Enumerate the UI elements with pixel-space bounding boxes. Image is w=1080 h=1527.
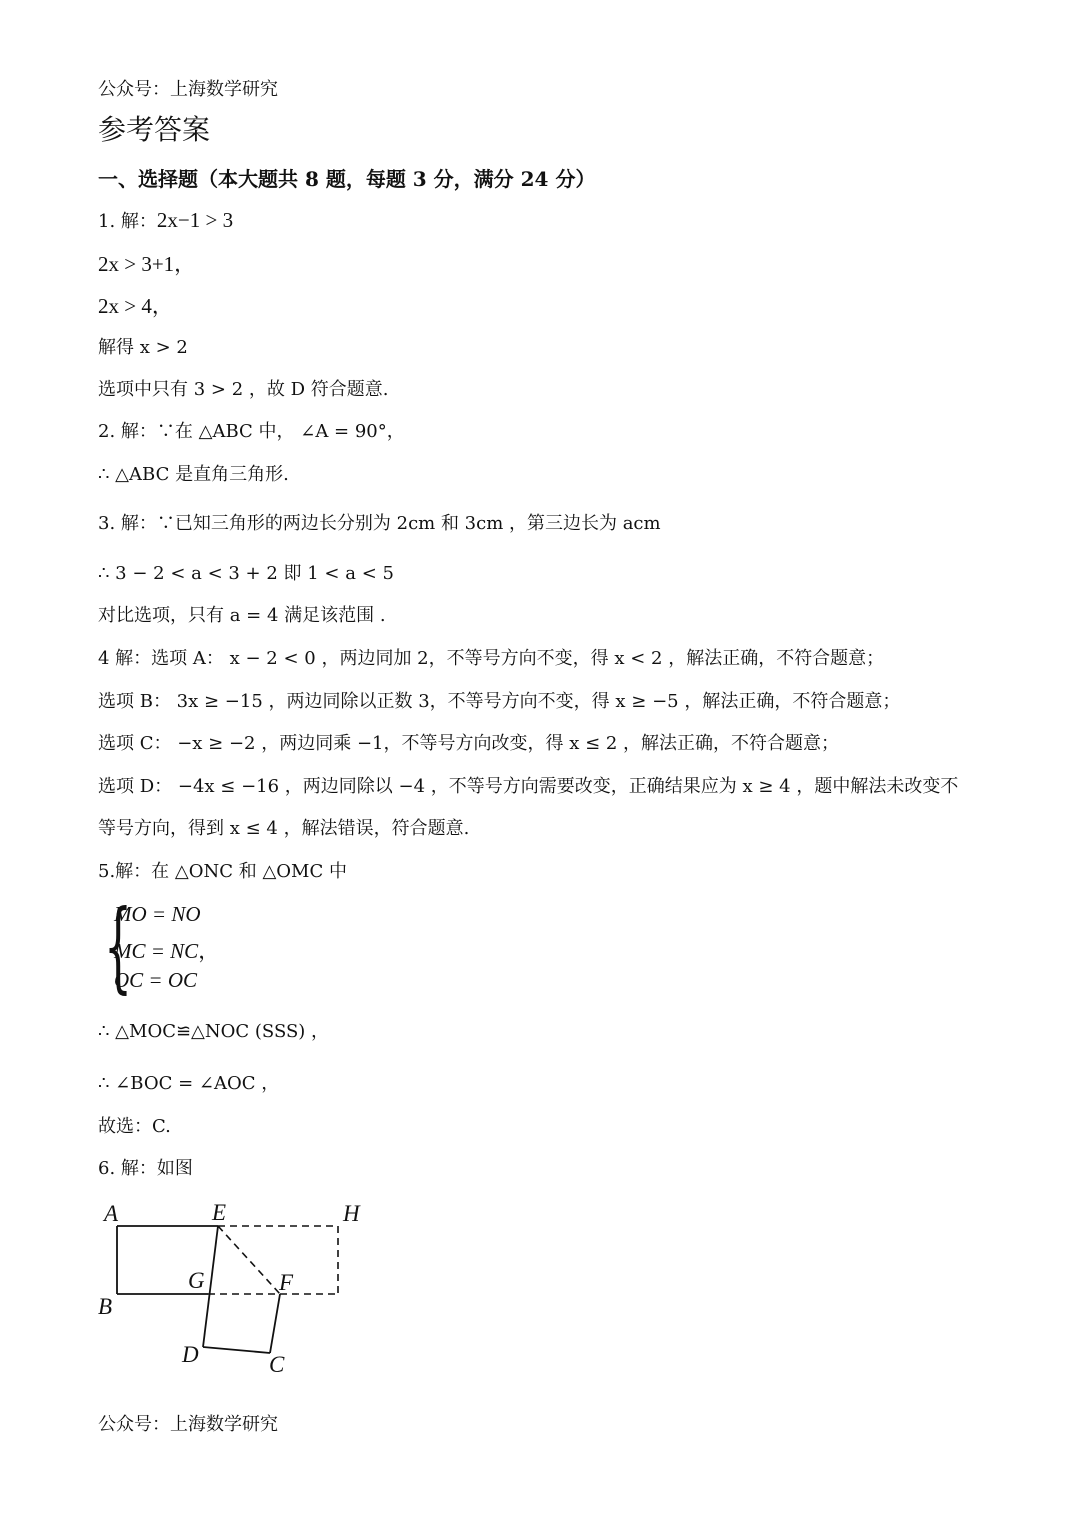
label-g: G — [188, 1268, 205, 1293]
q5-line2: ∴ △MOC≌△NOC (SSS) ， — [98, 1021, 330, 1042]
system-row-1: MO = NO — [114, 902, 201, 926]
edge-dc — [203, 1347, 270, 1353]
q4-line2: 选项 B： 3x ≥ −15 ，两边同除以正数 3，不等号方向不变，得 x ≥ −5 ，解法正确，不符合题意； — [98, 691, 901, 712]
q3-line1: 3. 解：∵已知三角形的两边长分别为 2cm 和 3cm ，第三边长为 acm — [98, 513, 661, 534]
q1-conclusion: 选项中只有 3 > 2 ，故 D 符合题意. — [98, 379, 389, 400]
q3-line3: 对比选项，只有 a = 4 满足该范围 . — [98, 605, 386, 626]
label-c: C — [269, 1352, 285, 1377]
q5-line3: ∴ ∠BOC = ∠AOC ， — [98, 1073, 280, 1094]
q4-line5: 等号方向，得到 x ≤ 4 ，解法错误，符合题意. — [98, 818, 470, 839]
section-heading: 一、选择题（本大题共 8 题，每题 3 分，满分 24 分） — [98, 167, 596, 191]
edge-cf — [270, 1294, 280, 1353]
label-d: D — [182, 1342, 199, 1367]
label-b: B — [98, 1294, 113, 1319]
q2-line2: ∴ △ABC 是直角三角形. — [98, 464, 289, 485]
q4-line1: 4 解：选项 A： x − 2 < 0 ，两边同加 2，不等号方向不变，得 x < 2 ，解法正确，不符合题意； — [98, 648, 885, 669]
equation-system — [104, 890, 304, 1004]
q3-line2: ∴ 3 − 2 < a < 3 + 2 即 1 < a < 5 — [98, 563, 394, 584]
footer-text: 公众号：上海数学研究 — [98, 1414, 278, 1435]
q4-line4: 选项 D： −4x ≤ −16 ，两边同除以 −4 ，不等号方向需要改变，正确结果应为 x ≥ 4 ，题中解法未改变不 — [98, 776, 959, 797]
page-title: 参考答案 — [98, 113, 211, 146]
q2-line1: 2. 解：∵在 △ABC 中， ∠A = 90°， — [98, 421, 405, 442]
label-a: A — [104, 1201, 119, 1226]
geometry-figure — [96, 1196, 386, 1381]
header-text: 公众号：上海数学研究 — [98, 79, 278, 100]
q1-line1: 1. 解：2x−1 > 3 — [98, 208, 234, 232]
system-row-2: MC = NC， — [114, 939, 220, 963]
q6-line1: 6. 解：如图 — [98, 1158, 193, 1179]
left-brace-icon: { — [104, 890, 133, 1004]
label-f: F — [279, 1270, 294, 1295]
label-h: H — [343, 1201, 360, 1226]
q5-line1: 5.解：在 △ONC 和 △OMC 中 — [98, 861, 347, 882]
system-row-3: OC = OC — [114, 968, 198, 992]
q1-line2: 2x > 3+1， — [98, 252, 196, 276]
q4-line3: 选项 C： −x ≥ −2 ，两边同乘 −1，不等号方向改变，得 x ≤ 2 ，解法正确，不符合题意； — [98, 733, 840, 754]
q1-result: 解得 x > 2 — [98, 337, 188, 358]
edge-ed — [203, 1226, 218, 1347]
edge-ef-dashed — [218, 1226, 280, 1294]
q5-line4: 故选：C. — [98, 1116, 171, 1137]
q1-line3: 2x > 4， — [98, 294, 173, 318]
label-e: E — [212, 1200, 227, 1225]
